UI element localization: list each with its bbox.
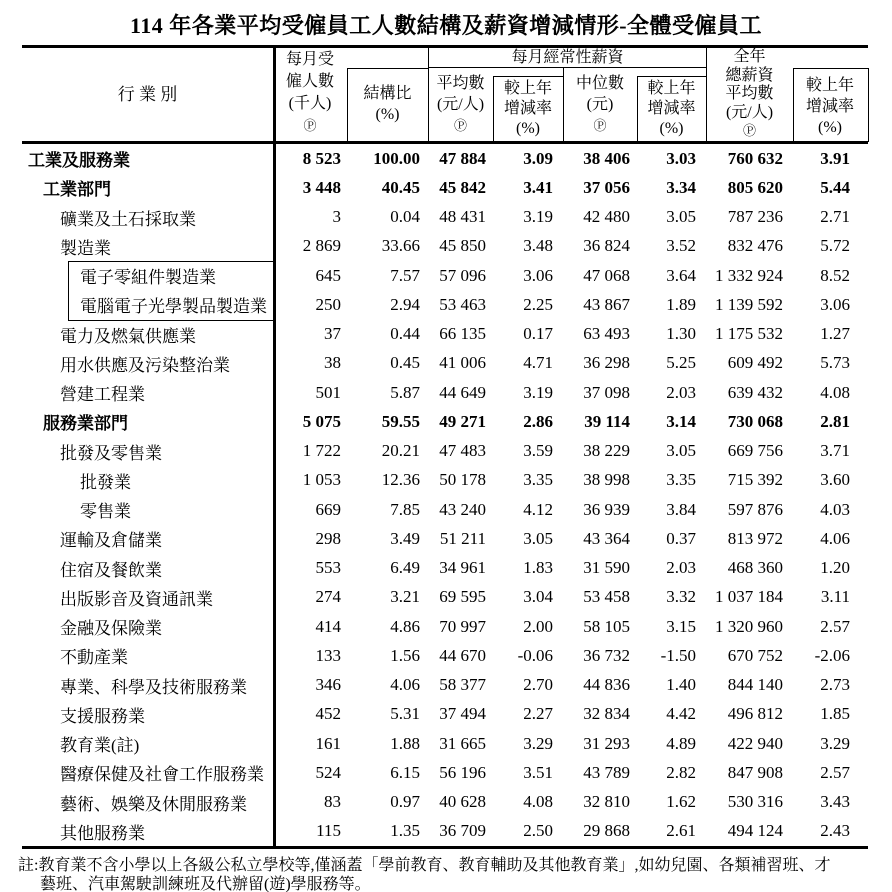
cell-median_salary: 53 458 [583, 587, 630, 607]
cell-avg_salary: 44 649 [439, 382, 486, 402]
cell-median_salary_yoy: 3.64 [666, 265, 696, 285]
cell-median_salary: 43 364 [583, 528, 630, 548]
manufacturing-sub-industries-box [68, 261, 275, 321]
cell-median_salary_yoy: 3.52 [666, 236, 696, 256]
footnote-line-2: 藝班、汽車駕駛訓練班及代辦留(遊)學服務等。 [40, 876, 371, 892]
industry-label: 製造業 [60, 238, 111, 258]
cell-median_salary_yoy: 3.05 [666, 441, 696, 461]
industry-label: 住宿及餐飲業 [60, 560, 162, 580]
cell-annual_salary: 597 876 [727, 499, 783, 519]
cell-annual_salary: 1 175 532 [715, 324, 783, 344]
header-avg-salary: 平均數 (元/人) Ⓟ [428, 73, 493, 136]
cell-share: 100.00 [373, 148, 420, 168]
cell-avg_salary_yoy: 1.83 [523, 558, 553, 578]
industry-label: 金融及保險業 [60, 619, 162, 639]
cell-annual_salary: 669 756 [727, 441, 783, 461]
cell-annual_salary_yoy: 4.08 [820, 382, 850, 402]
cell-median_salary_yoy: 2.82 [666, 762, 696, 782]
cell-share: 20.21 [381, 441, 420, 461]
industry-label: 工業部門 [43, 180, 111, 200]
cell-avg_salary_yoy: 3.48 [523, 236, 553, 256]
preliminary-mark: Ⓟ [742, 123, 756, 138]
cell-median_salary: 32 834 [583, 704, 630, 724]
cell-share: 5.31 [390, 704, 420, 724]
cell-annual_salary: 730 068 [727, 411, 783, 431]
cell-median_salary: 43 789 [583, 762, 630, 782]
cell-median_salary: 63 493 [583, 324, 630, 344]
cell-median_salary: 36 939 [583, 499, 630, 519]
preliminary-mark: Ⓟ [593, 118, 607, 133]
cell-median_salary_yoy: 3.35 [666, 470, 696, 490]
cell-median_salary_yoy: 1.40 [666, 675, 696, 695]
cell-avg_salary_yoy: 3.51 [523, 762, 553, 782]
cell-annual_salary_yoy: 1.20 [820, 558, 850, 578]
page-title: 114 年各業平均受僱員工人數結構及薪資增減情形-全體受僱員工 [129, 13, 763, 38]
cell-share: 7.57 [390, 265, 420, 285]
cell-median_salary: 38 406 [583, 148, 630, 168]
cell-median_salary: 42 480 [583, 207, 630, 227]
cell-share: 1.56 [390, 645, 420, 665]
footnote-line-1: 註:教育業不含小學以上各級公私立學校等,僅涵蓋「學前教育、教育輔助及其他教育業」,如幼兒園、各類補習班、才 [18, 857, 831, 874]
cell-share: 59.55 [381, 411, 420, 431]
cell-median_salary_yoy: 3.05 [666, 207, 696, 227]
cell-employees: 645 [315, 265, 341, 285]
industry-label: 專業、科學及技術服務業 [60, 677, 247, 697]
cell-avg_salary_yoy: 3.04 [523, 587, 553, 607]
cell-annual_salary: 1 320 960 [715, 616, 783, 636]
cell-annual_salary_yoy: 3.71 [820, 441, 850, 461]
cell-avg_salary: 53 463 [439, 294, 486, 314]
cell-avg_salary_yoy: 2.70 [523, 675, 553, 695]
cell-annual_salary: 609 492 [727, 353, 783, 373]
cell-annual_salary_yoy: 2.73 [820, 675, 850, 695]
cell-annual_salary_yoy: 3.91 [820, 148, 850, 168]
cell-avg_salary: 45 842 [439, 177, 486, 197]
cell-annual_salary: 639 432 [727, 382, 783, 402]
header-median-salary-yoy: 較上年 增減率 (%) [647, 80, 696, 137]
cell-annual_salary: 494 124 [727, 821, 783, 841]
cell-annual_salary_yoy: 3.06 [820, 294, 850, 314]
cell-median_salary: 29 868 [583, 821, 630, 841]
cell-annual_salary_yoy: 1.85 [820, 704, 850, 724]
cell-avg_salary_yoy: 3.19 [523, 382, 553, 402]
cell-median_salary: 39 114 [584, 411, 630, 431]
industry-label: 營建工程業 [60, 385, 145, 405]
cell-employees: 250 [315, 294, 341, 314]
industry-label: 工業及服務業 [28, 151, 130, 171]
header-annual-salary-yoy: 較上年 增減率 (%) [805, 77, 854, 136]
cell-median_salary: 31 590 [583, 558, 630, 578]
cell-annual_salary_yoy: -2.06 [814, 645, 850, 665]
cell-share: 0.44 [390, 324, 420, 344]
cell-avg_salary: 45 850 [439, 236, 486, 256]
cell-employees: 8 523 [302, 148, 341, 168]
industry-label: 用水供應及污染整治業 [60, 355, 230, 375]
cell-median_salary_yoy: 0.37 [666, 528, 696, 548]
cell-avg_salary_yoy: 4.71 [523, 353, 553, 373]
industry-label: 批發業 [80, 472, 131, 492]
cell-annual_salary: 760 632 [727, 148, 783, 168]
cell-avg_salary: 37 494 [439, 704, 486, 724]
cell-median_salary_yoy: 3.84 [666, 499, 696, 519]
cell-employees: 452 [315, 704, 341, 724]
cell-employees: 5 075 [302, 411, 341, 431]
cell-share: 40.45 [381, 177, 420, 197]
cell-share: 5.87 [390, 382, 420, 402]
cell-avg_salary: 34 961 [439, 558, 486, 578]
industry-label: 醫療保健及社會工作服務業 [60, 765, 264, 785]
cell-annual_salary_yoy: 2.71 [820, 207, 850, 227]
cell-share: 0.97 [390, 792, 420, 812]
header-share: 結構比 (%) [363, 85, 412, 123]
cell-median_salary_yoy: 2.03 [666, 382, 696, 402]
cell-annual_salary_yoy: 4.03 [820, 499, 850, 519]
cell-median_salary_yoy: 3.15 [666, 616, 696, 636]
cell-median_salary: 32 810 [583, 792, 630, 812]
cell-annual_salary: 496 812 [727, 704, 783, 724]
cell-avg_salary: 69 595 [439, 587, 486, 607]
industry-label: 礦業及土石採取業 [60, 209, 196, 229]
cell-employees: 115 [316, 821, 341, 841]
industry-label: 批發及零售業 [60, 443, 162, 463]
cell-avg_salary_yoy: 3.59 [523, 441, 553, 461]
cell-annual_salary_yoy: 2.57 [820, 762, 850, 782]
header-industry: 行 業 別 [117, 85, 178, 104]
cell-annual_salary: 847 908 [727, 762, 783, 782]
cell-avg_salary_yoy: 3.41 [523, 177, 553, 197]
cell-avg_salary_yoy: -0.06 [517, 645, 553, 665]
cell-employees: 553 [315, 558, 341, 578]
cell-employees: 3 [332, 207, 341, 227]
cell-share: 2.94 [390, 294, 420, 314]
cell-avg_salary_yoy: 3.06 [523, 265, 553, 285]
header-avg-salary-yoy: 較上年 增減率 (%) [503, 80, 552, 137]
cell-avg_salary: 66 135 [439, 324, 486, 344]
cell-avg_salary_yoy: 2.86 [523, 411, 553, 431]
cell-median_salary: 47 068 [583, 265, 630, 285]
cell-median_salary: 44 836 [583, 675, 630, 695]
cell-annual_salary: 832 476 [727, 236, 783, 256]
cell-avg_salary_yoy: 4.12 [523, 499, 553, 519]
cell-avg_salary_yoy: 2.25 [523, 294, 553, 314]
cell-employees: 83 [324, 792, 341, 812]
cell-annual_salary_yoy: 2.57 [820, 616, 850, 636]
cell-median_salary_yoy: -1.50 [660, 645, 696, 665]
cell-annual_salary: 1 139 592 [715, 294, 783, 314]
cell-avg_salary_yoy: 3.09 [523, 148, 553, 168]
cell-employees: 524 [315, 762, 341, 782]
table-body [22, 144, 868, 846]
cell-avg_salary: 41 006 [439, 353, 486, 373]
preliminary-mark: Ⓟ [453, 118, 467, 133]
cell-annual_salary_yoy: 1.27 [820, 324, 850, 344]
cell-avg_salary_yoy: 3.29 [523, 733, 553, 753]
cell-share: 0.45 [390, 353, 420, 373]
cell-avg_salary_yoy: 2.50 [523, 821, 553, 841]
cell-median_salary_yoy: 5.25 [666, 353, 696, 373]
cell-median_salary_yoy: 4.42 [666, 704, 696, 724]
header-regular-salary-group: 每月經常性薪資 [511, 49, 624, 66]
cell-annual_salary: 715 392 [727, 470, 783, 490]
industry-label: 服務業部門 [43, 414, 128, 434]
cell-median_salary: 38 229 [583, 441, 630, 461]
cell-median_salary: 36 732 [583, 645, 630, 665]
cell-employees: 38 [324, 353, 341, 373]
cell-annual_salary_yoy: 5.44 [820, 177, 850, 197]
cell-avg_salary: 70 997 [439, 616, 486, 636]
preliminary-mark: Ⓟ [303, 118, 317, 133]
cell-employees: 274 [315, 587, 341, 607]
cell-median_salary: 58 105 [583, 616, 630, 636]
cell-annual_salary_yoy: 4.06 [820, 528, 850, 548]
industry-label: 不動產業 [60, 648, 128, 668]
cell-avg_salary_yoy: 3.05 [523, 528, 553, 548]
cell-annual_salary_yoy: 3.43 [820, 792, 850, 812]
industry-label: 電力及燃氣供應業 [60, 326, 196, 346]
cell-share: 0.04 [390, 207, 420, 227]
header-monthly-employees: 每月受 僱人數 (千人) Ⓟ [273, 49, 347, 137]
cell-annual_salary: 670 752 [727, 645, 783, 665]
industry-label: 電腦電子光學製品製造業 [80, 297, 267, 317]
cell-avg_salary: 51 211 [439, 528, 486, 548]
cell-avg_salary_yoy: 2.27 [523, 704, 553, 724]
cell-employees: 669 [315, 499, 341, 519]
cell-median_salary: 43 867 [583, 294, 630, 314]
cell-avg_salary: 44 670 [439, 645, 486, 665]
cell-median_salary: 31 293 [583, 733, 630, 753]
cell-share: 4.06 [390, 675, 420, 695]
cell-share: 7.85 [390, 499, 420, 519]
cell-share: 33.66 [381, 236, 420, 256]
cell-annual_salary: 1 332 924 [715, 265, 783, 285]
cell-avg_salary_yoy: 0.17 [523, 324, 553, 344]
cell-median_salary: 36 824 [583, 236, 630, 256]
cell-median_salary_yoy: 4.89 [666, 733, 696, 753]
cell-employees: 2 869 [302, 236, 341, 256]
cell-employees: 37 [324, 324, 341, 344]
cell-median_salary_yoy: 3.03 [666, 148, 696, 168]
cell-annual_salary: 787 236 [727, 207, 783, 227]
cell-median_salary_yoy: 1.62 [666, 792, 696, 812]
cell-avg_salary: 47 884 [439, 148, 486, 168]
cell-employees: 133 [315, 645, 341, 665]
cell-avg_salary: 40 628 [439, 792, 486, 812]
cell-median_salary: 37 056 [583, 177, 630, 197]
cell-avg_salary: 58 377 [439, 675, 486, 695]
cell-annual_salary_yoy: 8.52 [820, 265, 850, 285]
cell-median_salary_yoy: 3.14 [666, 411, 696, 431]
cell-share: 3.49 [390, 528, 420, 548]
cell-employees: 501 [315, 382, 341, 402]
cell-annual_salary: 530 316 [727, 792, 783, 812]
cell-avg_salary_yoy: 3.35 [523, 470, 553, 490]
cell-avg_salary: 31 665 [439, 733, 486, 753]
footnote [18, 856, 870, 892]
cell-annual_salary_yoy: 3.60 [820, 470, 850, 490]
cell-median_salary_yoy: 2.03 [666, 558, 696, 578]
cell-share: 6.49 [390, 558, 420, 578]
cell-avg_salary_yoy: 2.00 [523, 616, 553, 636]
cell-annual_salary_yoy: 5.72 [820, 236, 850, 256]
cell-annual_salary: 844 140 [727, 675, 783, 695]
table-bottom-rule [22, 846, 868, 849]
cell-share: 12.36 [381, 470, 420, 490]
cell-employees: 1 053 [302, 470, 341, 490]
industry-label: 零售業 [80, 502, 131, 522]
cell-median_salary: 38 998 [583, 470, 630, 490]
cell-median_salary_yoy: 3.32 [666, 587, 696, 607]
cell-employees: 346 [315, 675, 341, 695]
cell-employees: 1 722 [302, 441, 341, 461]
header-annual-salary: 全年 總薪資 平均數 (元/人) Ⓟ [706, 48, 793, 141]
header-median-salary: 中位數 (元) Ⓟ [563, 73, 637, 136]
cell-annual_salary_yoy: 5.73 [820, 353, 850, 373]
cell-avg_salary: 50 178 [439, 470, 486, 490]
cell-employees: 414 [315, 616, 341, 636]
industry-label: 運輸及倉儲業 [60, 531, 162, 551]
cell-employees: 298 [315, 528, 341, 548]
cell-median_salary: 37 098 [583, 382, 630, 402]
cell-share: 1.88 [390, 733, 420, 753]
cell-avg_salary: 43 240 [439, 499, 486, 519]
cell-median_salary_yoy: 1.30 [666, 324, 696, 344]
industry-label: 支援服務業 [60, 706, 145, 726]
cell-avg_salary: 57 096 [439, 265, 486, 285]
industry-label: 教育業(註) [60, 736, 140, 756]
industry-label: 其他服務業 [60, 823, 145, 843]
cell-employees: 3 448 [302, 177, 341, 197]
cell-median_salary_yoy: 2.61 [666, 821, 696, 841]
cell-avg_salary: 36 709 [439, 821, 486, 841]
cell-avg_salary_yoy: 3.19 [523, 207, 553, 227]
industry-label: 電子零組件製造業 [80, 268, 216, 288]
cell-avg_salary: 56 196 [439, 762, 486, 782]
cell-annual_salary_yoy: 2.43 [820, 821, 850, 841]
cell-median_salary: 36 298 [583, 353, 630, 373]
cell-share: 6.15 [390, 762, 420, 782]
cell-annual_salary_yoy: 2.81 [820, 411, 850, 431]
cell-avg_salary: 49 271 [439, 411, 486, 431]
industry-label: 藝術、娛樂及休閒服務業 [60, 794, 247, 814]
cell-employees: 161 [315, 733, 341, 753]
cell-share: 3.21 [390, 587, 420, 607]
cell-annual_salary: 805 620 [727, 177, 783, 197]
cell-avg_salary: 47 483 [439, 441, 486, 461]
cell-avg_salary: 48 431 [439, 207, 486, 227]
cell-median_salary_yoy: 1.89 [666, 294, 696, 314]
cell-annual_salary: 468 360 [727, 558, 783, 578]
cell-annual_salary: 422 940 [727, 733, 783, 753]
cell-annual_salary: 1 037 184 [715, 587, 783, 607]
cell-annual_salary: 813 972 [727, 528, 783, 548]
cell-share: 1.35 [390, 821, 420, 841]
cell-avg_salary_yoy: 4.08 [523, 792, 553, 812]
cell-median_salary_yoy: 3.34 [666, 177, 696, 197]
cell-annual_salary_yoy: 3.11 [820, 587, 850, 607]
industry-label: 出版影音及資通訊業 [60, 589, 213, 609]
cell-share: 4.86 [390, 616, 420, 636]
cell-annual_salary_yoy: 3.29 [820, 733, 850, 753]
